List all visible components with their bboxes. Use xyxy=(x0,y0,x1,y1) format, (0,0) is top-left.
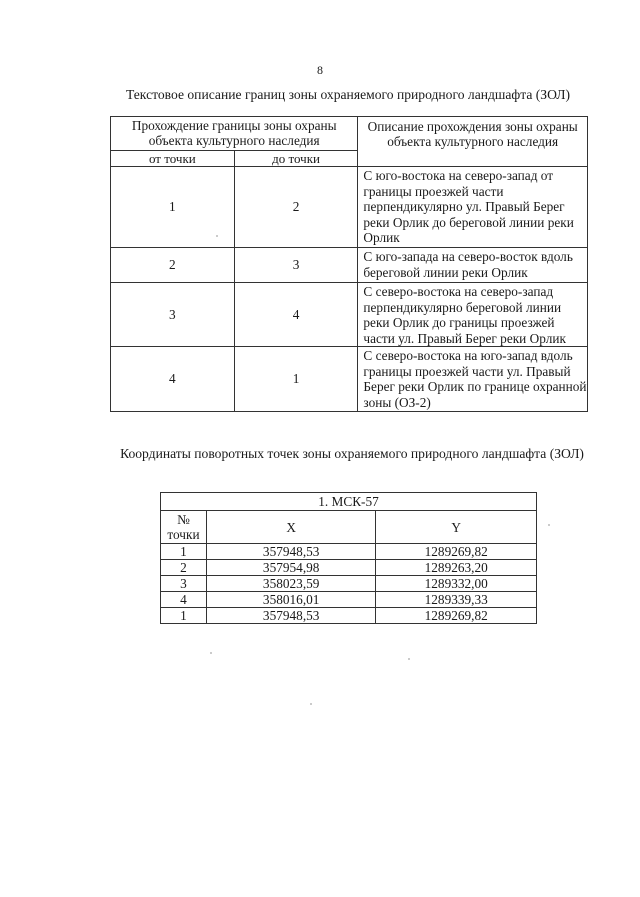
scan-speck xyxy=(210,652,212,654)
boundary-description-title: Текстовое описание границ зоны охраняемого природного ландшафта (ЗОЛ) xyxy=(125,87,570,102)
x-coordinate: 357954,98 xyxy=(206,560,375,576)
scan-speck xyxy=(548,524,550,526)
from-point: 4 xyxy=(111,347,235,412)
table-row xyxy=(161,544,537,560)
page-number: 8 xyxy=(317,63,323,77)
boundary-table xyxy=(110,116,588,412)
point-number: 1 xyxy=(161,544,207,560)
scan-speck xyxy=(310,703,312,705)
y-coordinate: 1289332,00 xyxy=(376,576,537,592)
from-point: 2 xyxy=(111,248,235,283)
from-point: 3 xyxy=(111,283,235,347)
segment-description: С юго-запада на северо-восток вдоль береговой линии реки Орлик xyxy=(358,248,588,283)
point-number: 3 xyxy=(161,576,207,592)
segment-description: С северо-востока на северо-запад перпендикулярно береговой линии реки Орлик до границы проезжей части ул. Правый Берег реки Орлик xyxy=(358,283,588,347)
header-passage: Прохождение границы зоны охраны объекта культурного наследия xyxy=(111,117,358,151)
to-point: 4 xyxy=(234,283,358,347)
to-point: 3 xyxy=(234,248,358,283)
table-row xyxy=(111,347,588,412)
scan-speck xyxy=(216,235,218,237)
header-from-point: от точки xyxy=(111,151,235,167)
coordinates-table xyxy=(160,492,537,624)
y-coordinate: 1289269,82 xyxy=(376,608,537,624)
table-row xyxy=(161,592,537,608)
point-number: 4 xyxy=(161,592,207,608)
table-row xyxy=(161,608,537,624)
x-coordinate: 358023,59 xyxy=(206,576,375,592)
header-point-number: № точки xyxy=(161,511,207,544)
header-to-point: до точки xyxy=(234,151,358,167)
coordinate-system: 1. МСК-57 xyxy=(161,493,537,511)
point-number: 1 xyxy=(161,608,207,624)
y-coordinate: 1289269,82 xyxy=(376,544,537,560)
x-coordinate: 357948,53 xyxy=(206,608,375,624)
x-coordinate: 357948,53 xyxy=(206,544,375,560)
table-row xyxy=(161,576,537,592)
from-point: 1 xyxy=(111,167,235,248)
scan-speck xyxy=(408,658,410,660)
table-row xyxy=(111,248,588,283)
y-coordinate: 1289263,20 xyxy=(376,560,537,576)
point-number: 2 xyxy=(161,560,207,576)
y-coordinate: 1289339,33 xyxy=(376,592,537,608)
to-point: 1 xyxy=(234,347,358,412)
table-row xyxy=(161,560,537,576)
x-coordinate: 358016,01 xyxy=(206,592,375,608)
header-x: X xyxy=(206,511,375,544)
to-point: 2 xyxy=(234,167,358,248)
header-description: Описание прохождения зоны охраны объекта культурного наследия xyxy=(358,117,588,167)
coordinates-title: Координаты поворотных точек зоны охраняемого природного ландшафта (ЗОЛ) xyxy=(120,446,584,461)
segment-description: С северо-востока на юго-запад вдоль границы проезжей части ул. Правый Берег реки Орлик по границе охранной зоны (ОЗ-2) xyxy=(358,347,588,412)
segment-description: С юго-востока на северо-запад от границы проезжей части перпендикулярно ул. Правый Берег реки Орлик до береговой линии реки Орлик xyxy=(358,167,588,248)
header-y: Y xyxy=(376,511,537,544)
table-row xyxy=(111,283,588,347)
table-row xyxy=(111,167,588,248)
